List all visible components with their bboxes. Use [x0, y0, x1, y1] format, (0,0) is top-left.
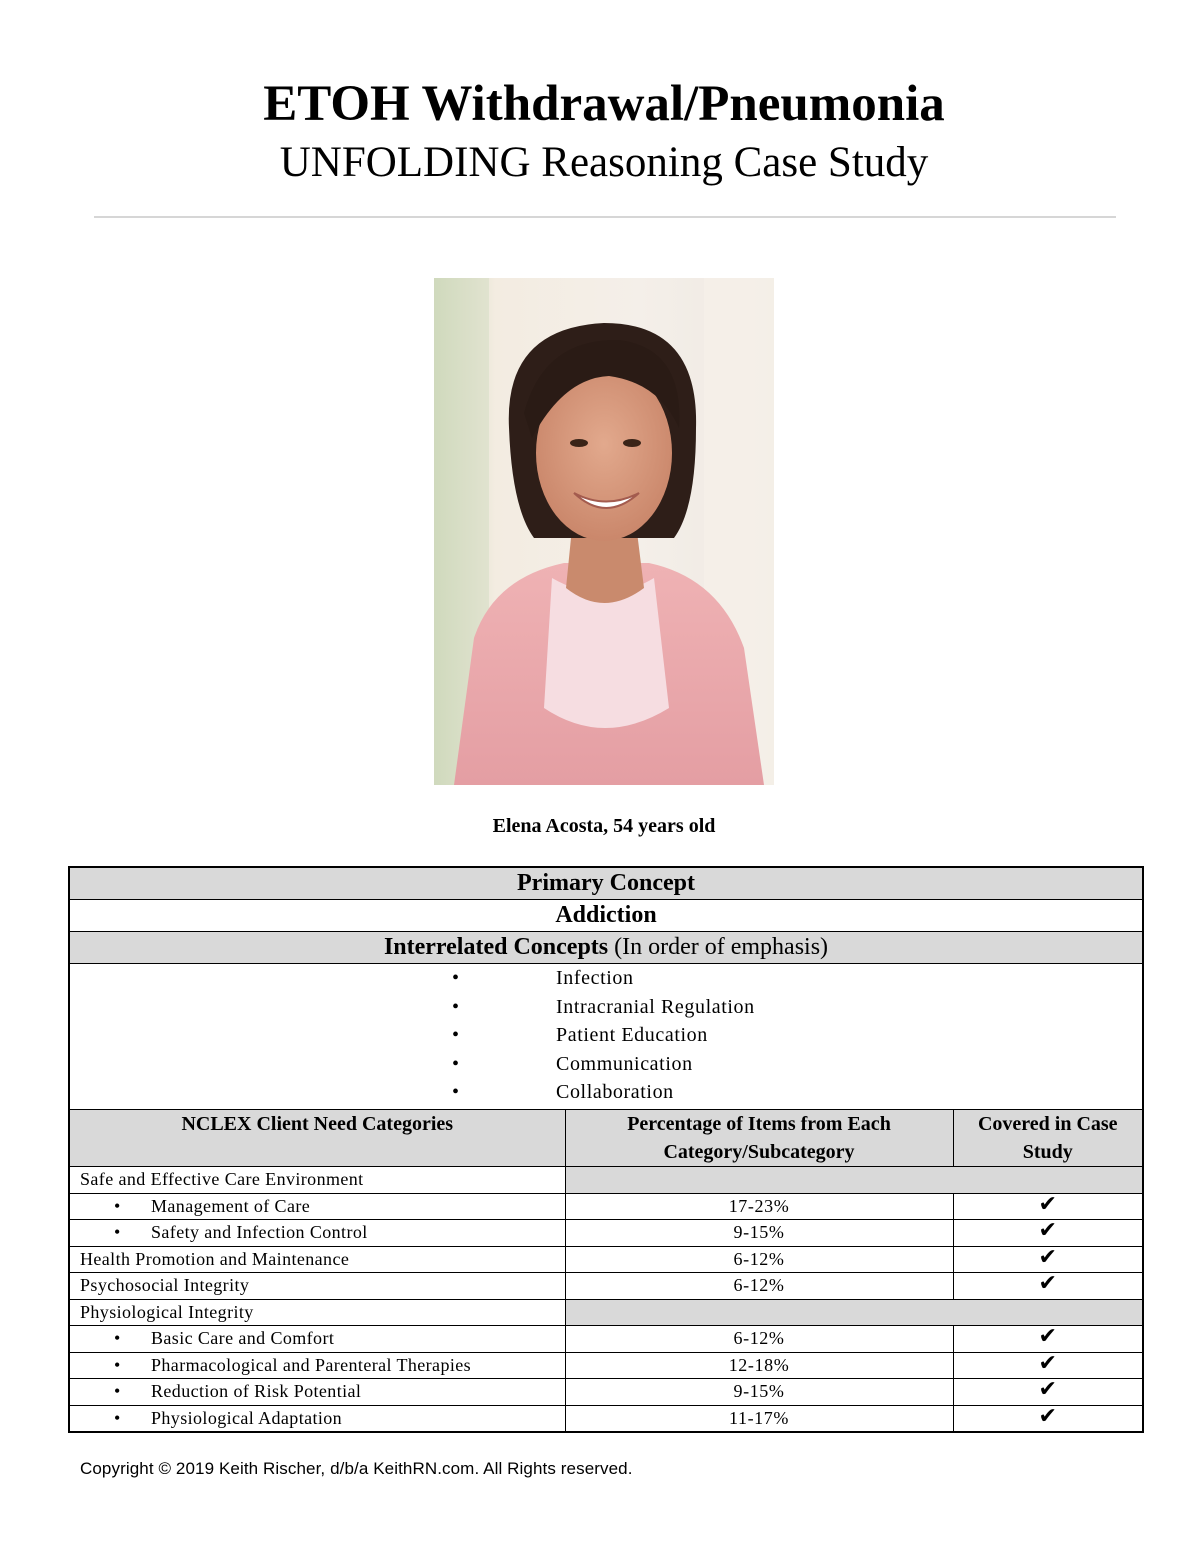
table-row: [69, 1220, 1143, 1247]
primary-concept-label: Primary Concept: [69, 867, 1143, 900]
subcategory-cell: [69, 1326, 565, 1353]
percent-cell: 12-18%: [565, 1352, 953, 1379]
checkmark-icon: ✔: [953, 1220, 1143, 1247]
category-cell: Health Promotion and Maintenance: [69, 1246, 565, 1273]
subcategory-cell: [69, 1405, 565, 1432]
table-row: [69, 1167, 1143, 1194]
interrelated-concepts-heading: [69, 932, 1143, 964]
subcategory-label: Physiological Adaptation: [151, 1407, 343, 1428]
subcategory-label: Pharmacological and Parenteral Therapies: [151, 1354, 472, 1375]
subcategory-cell: [69, 1193, 565, 1220]
category-shaded-cell: [565, 1167, 1143, 1194]
concept-item: • Communication: [70, 1050, 1142, 1079]
table-row: [69, 1352, 1143, 1379]
subcategory-label: Management of Care: [151, 1195, 311, 1216]
concept-item: • Collaboration: [70, 1078, 1142, 1107]
table-row: [69, 1299, 1143, 1326]
table-row: [69, 1246, 1143, 1273]
checkmark-icon: ✔: [953, 1273, 1143, 1300]
concept-table: [68, 866, 1144, 1433]
checkmark-icon: ✔: [953, 1326, 1143, 1353]
table-row: [69, 1405, 1143, 1432]
primary-concept-value: Addiction: [69, 900, 1143, 932]
percent-cell: 6-12%: [565, 1273, 953, 1300]
header-divider: [94, 216, 1116, 218]
table-row: [69, 1193, 1143, 1220]
subcategory-label: Safety and Infection Control: [151, 1222, 368, 1242]
interrelated-concepts-label: Interrelated Concepts: [383, 934, 609, 960]
checkmark-icon: ✔: [953, 1193, 1143, 1220]
interrelated-concepts-list: [69, 964, 1143, 1110]
subcategory-label: Reduction of Risk Potential: [151, 1381, 362, 1401]
checkmark-icon: ✔: [953, 1379, 1143, 1406]
subcategory-cell: [69, 1220, 565, 1247]
covered-header: Covered in Case Study: [953, 1110, 1143, 1167]
percent-cell: 9-15%: [565, 1220, 953, 1247]
percent-cell: 6-12%: [565, 1246, 953, 1273]
subcategory-cell: [69, 1352, 565, 1379]
checkmark-icon: ✔: [953, 1352, 1143, 1379]
interrelated-concepts-note: (In order of emphasis): [608, 934, 829, 960]
document-subtitle: UNFOLDING Reasoning Case Study: [279, 139, 929, 186]
percentage-header: Percentage of Items from Each Category/Subcategory: [565, 1110, 953, 1167]
subcategory-cell: [69, 1379, 565, 1406]
percent-cell: 17-23%: [565, 1193, 953, 1220]
patient-caption: Elena Acosta, 54 years old: [492, 815, 716, 837]
document-title: ETOH Withdrawal/Pneumonia: [263, 76, 945, 132]
patient-photo: [434, 278, 774, 785]
concept-item: • Infection: [70, 964, 1142, 993]
copyright-footer: Copyright © 2019 Keith Rischer, d/b/a KeithRN.com. All Rights reserved.: [80, 1459, 633, 1478]
nclex-categories-header: NCLEX Client Need Categories: [69, 1110, 565, 1167]
concept-item: • Patient Education: [70, 1021, 1142, 1050]
table-row: [69, 1273, 1143, 1300]
category-cell: Physiological Integrity: [69, 1299, 565, 1326]
percent-cell: 9-15%: [565, 1379, 953, 1406]
table-row: [69, 1326, 1143, 1353]
percent-cell: 6-12%: [565, 1326, 953, 1353]
category-cell: Safe and Effective Care Environment: [69, 1167, 565, 1194]
checkmark-icon: ✔: [953, 1405, 1143, 1432]
table-row: [69, 1379, 1143, 1406]
category-cell: Psychosocial Integrity: [69, 1273, 565, 1300]
percent-cell: 11-17%: [565, 1405, 953, 1432]
category-shaded-cell: [565, 1299, 1143, 1326]
checkmark-icon: ✔: [953, 1246, 1143, 1273]
subcategory-label: Basic Care and Comfort: [151, 1328, 335, 1348]
concept-item: • Intracranial Regulation: [70, 993, 1142, 1022]
